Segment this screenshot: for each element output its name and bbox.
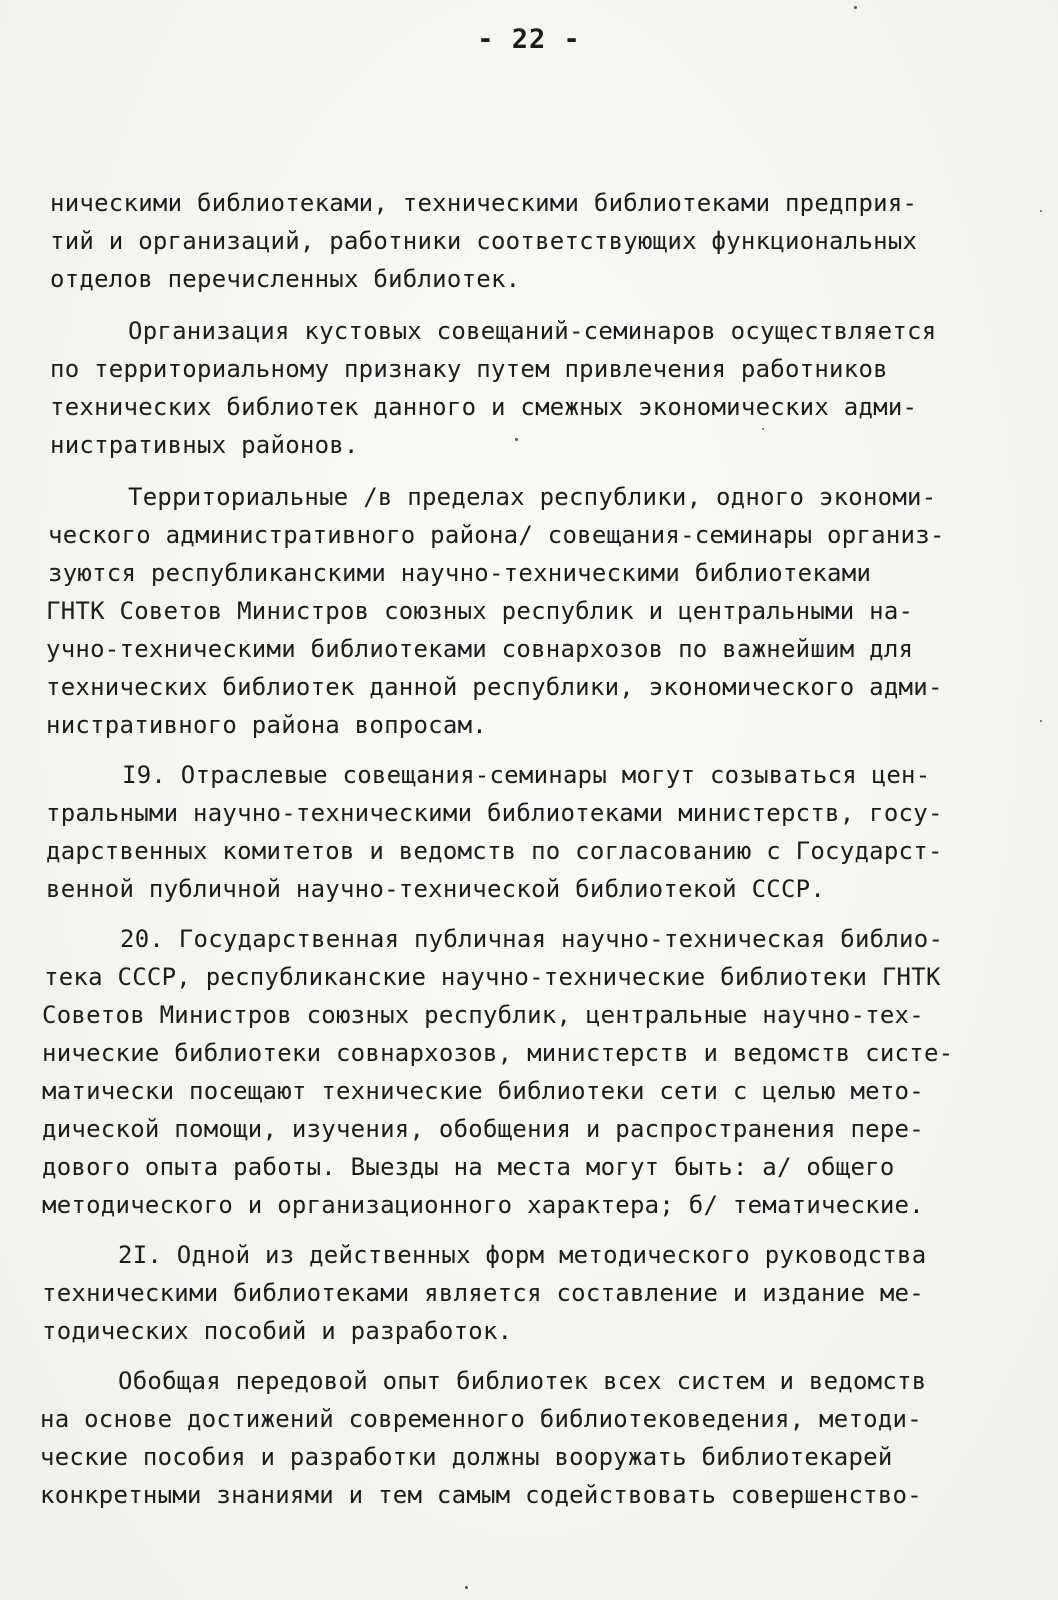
text-line: Советов Министров союзных республик, центральные научно-тех- — [42, 1001, 924, 1029]
text-line: зуются республиканскими научно-техническими библиотеками — [48, 559, 872, 587]
text-line: тодических пособий и разработок. — [42, 1317, 513, 1345]
text-line: отделов перечисленных библиотек. — [50, 265, 521, 293]
text-line: ческого административного района/ совещания-семинары организ- — [48, 521, 945, 549]
text-line: по территориальному признаку путем привлечения работников — [50, 355, 888, 383]
paragraph-first-line: Территориальные /в пределах республики, одного экономи- — [128, 483, 937, 511]
text-line: нистративного района вопросам. — [46, 711, 487, 739]
text-line: на основе достижений современного библиотековедения, методи- — [40, 1405, 922, 1433]
scan-speck — [1040, 720, 1042, 722]
text-line: технических библиотек данного и смежных экономических адми- — [50, 393, 918, 421]
text-line: учно-техническими библиотеками совнархозов по важнейшим для — [46, 635, 914, 663]
text-line: тий и организаций, работники соответствующих функциональных — [50, 227, 918, 255]
text-line: дарственных комитетов и ведомств по согласованию с Государст- — [46, 837, 943, 865]
text-line: матически посещают технические библиотеки сети с целью мето- — [42, 1077, 924, 1105]
paragraph-first-line: I9. Отраслевые совещания-семинары могут созываться цен- — [122, 761, 931, 789]
text-line: дической помощи, изучения, обобщения и распространения пере- — [42, 1115, 924, 1143]
text-line: венной публичной научно-технической библиотекой СССР. — [46, 875, 826, 903]
scan-speck — [1040, 210, 1042, 212]
text-line: конкретными знаниями и тем самым содействовать совершенство- — [40, 1481, 922, 1509]
text-line: тека СССР, республиканские научно-технические библиотеки ГНТК — [44, 963, 941, 991]
text-line: техническими библиотеками является составление и издание ме- — [42, 1279, 924, 1307]
text-line: ческие пособия и разработки должны вооружать библиотекарей — [40, 1443, 893, 1471]
text-line: ГНТК Советов Министров союзных республик и центральными на- — [46, 597, 914, 625]
text-line: дового опыта работы. Выезды на места могут быть: а/ общего — [42, 1153, 895, 1181]
scan-speck — [854, 6, 857, 9]
paragraph-first-line: 20. Государственная публичная научно-техническая библио- — [120, 925, 944, 953]
text-line: методического и организационного характера; б/ тематические. — [42, 1191, 924, 1219]
text-line: тральными научно-техническими библиотеками министерств, госу- — [46, 799, 943, 827]
text-line: ническими библиотеками, техническими библиотеками предприя- — [50, 189, 918, 217]
scan-speck — [762, 428, 764, 430]
scan-speck — [515, 438, 518, 441]
text-line: нические библиотеки совнархозов, министерств и ведомств систе- — [42, 1039, 954, 1067]
text-line: нистративных районов. — [50, 431, 359, 459]
paragraph-first-line: Организация кустовых совещаний-семинаров осуществляется — [128, 317, 937, 345]
scan-speck — [465, 1586, 468, 1589]
paragraph-first-line: Обобщая передовой опыт библиотек всех систем и ведомств — [118, 1367, 927, 1395]
page-number: - 22 - — [477, 24, 581, 55]
paragraph-first-line: 2I. Одной из действенных форм методического руководства — [118, 1241, 927, 1269]
text-line: технических библиотек данной республики, экономического адми- — [46, 673, 943, 701]
